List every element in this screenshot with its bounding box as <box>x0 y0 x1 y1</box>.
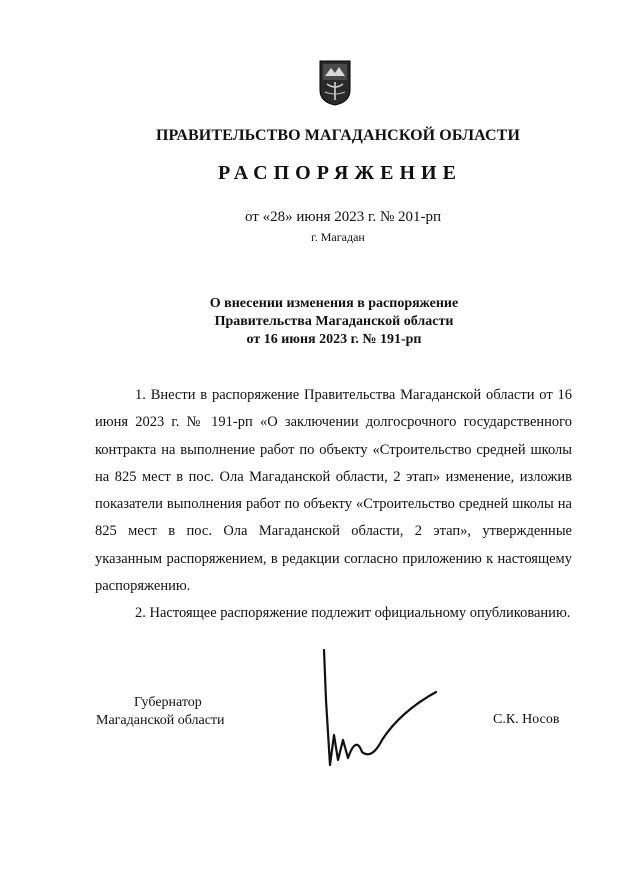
subject-line: от 16 июня 2023 г. № 191-рп <box>246 332 422 347</box>
subject-line: О внесении изменения в распоряжение <box>209 296 459 311</box>
body-paragraph: 1. Внести в распоряжение Правительства Магаданской области от 16 июня 2023 г. № 191-рп «О заключении долгосрочного государственного контракта на выполнение работ по объекту «Строительство средней школы на 825 мест в пос. Ола Магаданской области, 2 этап» изменение, изложив показатели выполнения работ по объекту «Строительство средней школы на 825 мест в пос. Ола Магаданской области, 2 этап», утвержденные указанным распоряжением, в редакции согласно приложению к настоящему распоряжению. <box>95 387 572 595</box>
document-subject <box>0 295 640 349</box>
handwritten-signature <box>310 640 450 775</box>
signatory-name: С.К. Носов <box>493 712 560 727</box>
position-region: Магаданской области <box>96 713 225 728</box>
organization-title: ПРАВИТЕЛЬСТВО МАГАДАНСКОЙ ОБЛАСТИ <box>155 127 520 144</box>
signatory-position <box>96 694 266 730</box>
body-paragraph: 2. Настоящее распоряжение подлежит официальному опубликованию. <box>135 605 571 622</box>
document-city: г. Магадан <box>311 230 365 244</box>
document-body <box>95 382 572 628</box>
coat-of-arms-emblem <box>319 60 351 106</box>
position-title: Губернатор <box>134 695 202 710</box>
document-date-number: от «28» июня 2023 г. № 201-рп <box>244 209 442 225</box>
subject-line: Правительства Магаданской области <box>214 314 454 329</box>
document-type: РАСПОРЯЖЕНИЕ <box>218 162 462 184</box>
